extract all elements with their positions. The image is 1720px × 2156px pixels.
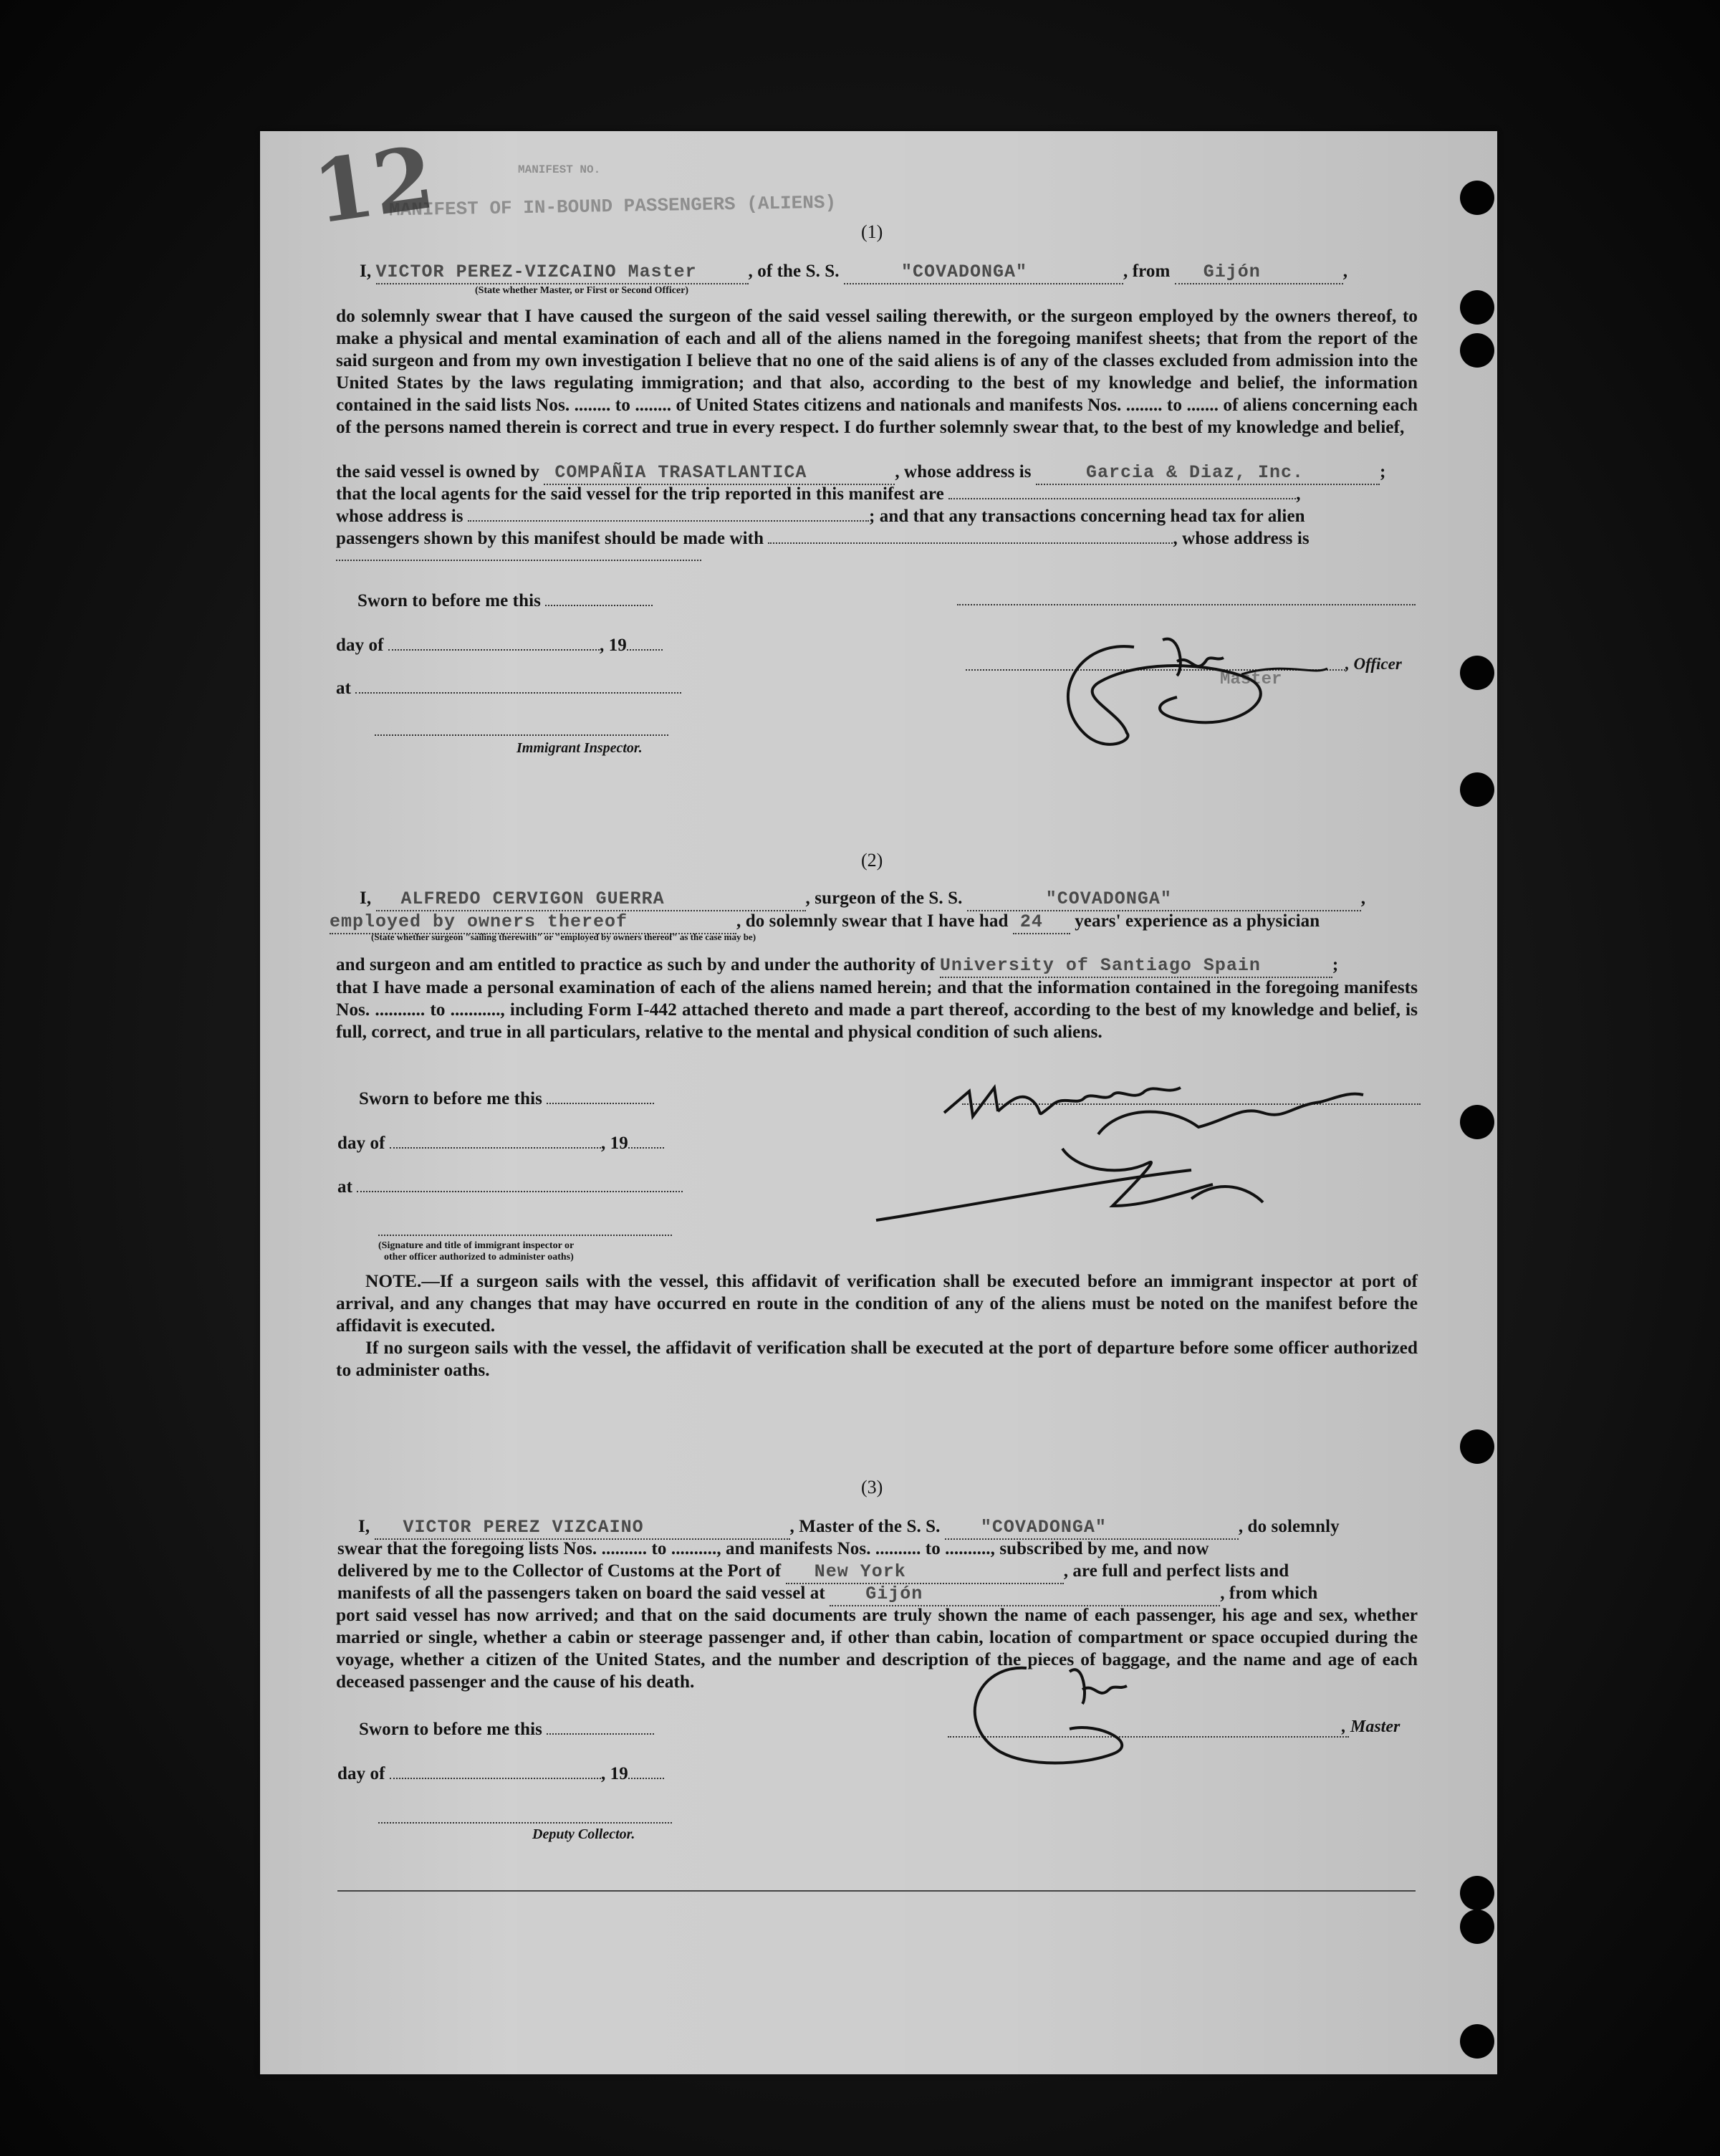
inspector-signature-line — [375, 734, 668, 736]
section-1-number: (1) — [861, 221, 883, 242]
section-2-number: (2) — [861, 850, 883, 871]
section-3-number: (3) — [861, 1477, 883, 1498]
owner-line: the said vessel is owned by COMPAÑIA TRASATLANTICA , whose address is Garcia & Diaz, Inc. ; — [336, 461, 1385, 485]
surgeon-name: ALFREDO CERVIGON GUERRA — [376, 888, 806, 911]
punch-hole — [1460, 2024, 1494, 2059]
punch-hole — [1460, 1429, 1494, 1464]
section-1-sworn-line: Sworn to before me this — [357, 590, 653, 612]
section-3-manifests-line: manifests of all the passengers taken on board the said vessel at Gijón , from which — [337, 1582, 1317, 1606]
punch-hole — [1460, 181, 1494, 215]
section-2-at-line: at — [337, 1176, 683, 1198]
punch-hole — [1460, 772, 1494, 807]
section-1-at-line: at — [336, 677, 681, 699]
years-experience: 24 — [1013, 911, 1070, 934]
officer-caption-right: , Officer — [1345, 655, 1402, 673]
surgeon-employment: employed by owners thereof — [330, 911, 736, 934]
master-typed-title: Master — [1220, 670, 1282, 689]
authority-line: and surgeon and am entitled to practice as such by and under the authority of University of Santiago Spain ; — [336, 954, 1338, 978]
manifest-affidavit-page — [260, 127, 1497, 2074]
section-3-text: port said vessel has now arrived; and that on the said documents are truly shown the name of each passenger, his age and sex, whether married or single, whether a cabin or steerage passenger and, if other than cabin, location of compartment or space occupied during the voyage, whether a citizen of the United States, and the number and description of the pieces of baggage, and the name and age of each deceased passenger and the cause of his death. — [336, 1605, 1418, 1692]
head-tax-line: passengers shown by this manifest should be made with , whose address is — [336, 529, 1310, 548]
faint-stamp-line-1: MANIFEST NO. — [518, 163, 601, 176]
punch-hole — [1460, 1105, 1494, 1139]
agents-address-line: whose address is ; and that any transactions concerning head tax for alien — [336, 507, 1305, 526]
note-2-text: If no surgeon sails with the vessel, the affidavit of verification shall be executed at the port of departure before some officer authorized to administer oaths. — [336, 1338, 1418, 1380]
ship-name-2: "COVADONGA" — [967, 888, 1361, 911]
note-1-text: NOTE.—If a surgeon sails with the vessel, this affidavit of verification shall be executed before an immigrant inspector at port of arrival, and any changes that may have occurred en route in the condition of any of the aliens must be noted on the manifest before the affidavit is executed. — [336, 1271, 1418, 1336]
agents-line: that the local agents for the said vessel for the trip reported in this manifest are , — [336, 484, 1301, 504]
section-2-day-line: day of , 19 — [337, 1132, 664, 1154]
owner-address: Garcia & Diaz, Inc. — [1036, 461, 1380, 485]
section-3-header-line: I, VICTOR PEREZ VIZCAINO , Master of the S. S. "COVADONGA" , do solemnly — [358, 1515, 1340, 1540]
section-2-examination-text: that I have made a personal examination of each of the aliens named herein; and that the information contained in the foregoing manifests Nos. ........... to ..........., including Form I-442 attached thereto and made a part thereof, according to the best of my knowledge and belief, is full, correct, and true in all particulars, relative to the mental and physical condition of such aliens. — [336, 977, 1418, 1042]
master-name-3: VICTOR PEREZ VIZCAINO — [375, 1516, 790, 1540]
punch-hole — [1460, 656, 1494, 690]
punch-hole — [1460, 1876, 1494, 1910]
bottom-rule — [337, 1890, 1416, 1892]
deputy-collector-caption: Deputy Collector. — [532, 1826, 635, 1842]
section-3-port-line: delivered by me to the Collector of Customs at the Port of New York , are full and perfect lists and — [337, 1560, 1289, 1584]
section-1-day-line: day of , 19 — [336, 634, 663, 656]
address-blank-line — [336, 560, 701, 561]
departure-port-3: Gijón — [830, 1583, 1220, 1606]
section-1-oath-text: do solemnly swear that I have caused the surgeon of the said vessel sailing therewith, or the surgeon employed by the owners thereof, to make a physical and mental examination of each and all of the aliens named in the foregoing manifest sheets; that from the report of the said surgeon and from my own investigation I believe that no one of the said aliens is of any of the classes excluded from admission into the United States by the laws regulating immigration; and that also, according to the best of my knowledge and belief, the information contained in the said lists Nos. ........ to ........ of United States citizens and nationals and manifests Nos. ........ to ....... of aliens concerning each of the persons named therein is correct and true in every respect. I do further solemnly swear that, to the best of my knowledge and belief, — [336, 306, 1418, 437]
surgeon-caption: (State whether surgeon "sailing therewith" or "employed by owners thereof" as the case may be) — [371, 931, 756, 942]
section-3-sworn-line: Sworn to before me this — [359, 1718, 654, 1740]
master-signature-1 — [1055, 633, 1356, 754]
deputy-signature-line — [378, 1822, 672, 1824]
officer-signature-line-top — [957, 604, 1416, 605]
master-signature-2 — [962, 1657, 1206, 1772]
departure-port: Gijón — [1175, 261, 1343, 284]
ship-name: "COVADONGA" — [844, 261, 1123, 284]
section-3-lists-line: swear that the foregoing lists Nos. .......... to .........., and manifests Nos. .......... to .........., subscribed by me, and now — [337, 1539, 1209, 1558]
note-label: NOTE. — [365, 1271, 422, 1291]
section-2-sworn-line: Sworn to before me this — [359, 1088, 654, 1110]
section-2-employment-line: employed by owners thereof , do solemnly swear that I have had 24 years' experience as a physician — [330, 910, 1320, 934]
ship-name-3: "COVADONGA" — [945, 1516, 1239, 1540]
punch-hole — [1460, 1910, 1494, 1944]
vessel-owner: COMPAÑIA TRASATLANTICA — [544, 461, 895, 485]
arrival-port: New York — [786, 1561, 1064, 1584]
signature-caption-1: (Signature and title of immigrant inspector or — [378, 1240, 575, 1251]
section-2-signature-line — [378, 1235, 672, 1236]
authority-university: University of Santiago Spain — [940, 954, 1332, 978]
faint-stamp-line-2: MANIFEST OF IN-BOUND PASSENGERS (ALIENS) — [388, 191, 837, 221]
punch-hole — [1460, 290, 1494, 325]
punch-hole — [1460, 333, 1494, 368]
section-3-day-line: day of , 19 — [337, 1763, 664, 1785]
master-name: VICTOR PEREZ-VIZCAINO Master — [376, 261, 749, 284]
handwritten-page-mark: 12 — [307, 127, 440, 244]
section-3-master-caption: , Master — [1342, 1717, 1400, 1736]
signature-caption-2: other officer authorized to administer oaths) — [384, 1252, 574, 1263]
section-2-header-line: I, ALFREDO CERVIGON GUERRA , surgeon of the S. S. "COVADONGA" , — [360, 887, 1365, 911]
section-1-header-line: I, VICTOR PEREZ-VIZCAINO Master , of the S. S. "COVADONGA" , from Gijón , — [360, 260, 1347, 284]
officer-caption: (State whether Master, or First or Second Officer) — [475, 285, 689, 296]
immigrant-inspector-caption: Immigrant Inspector. — [517, 740, 643, 756]
